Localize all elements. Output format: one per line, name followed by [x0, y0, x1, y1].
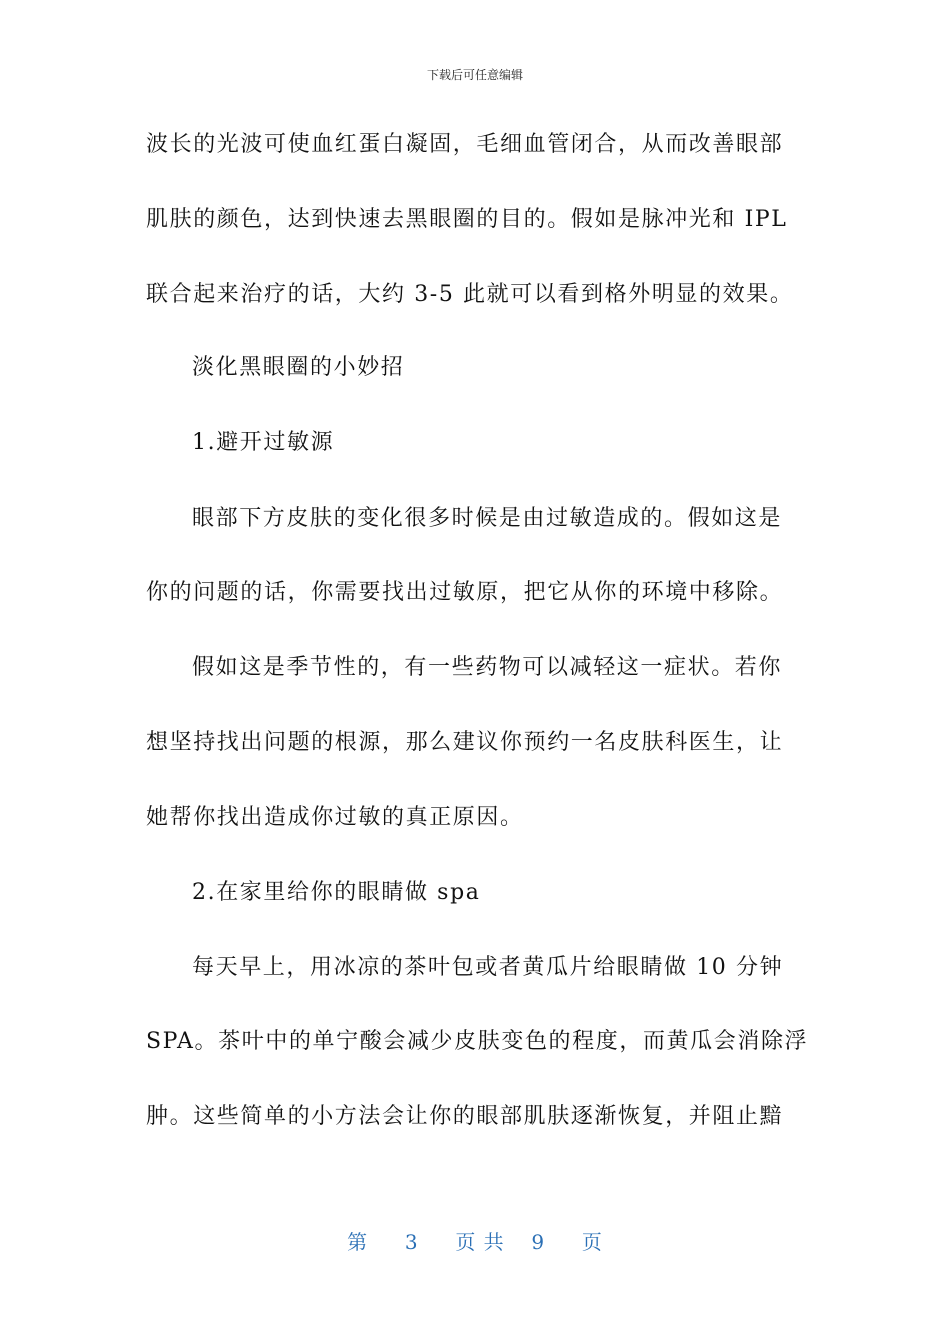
subheading-1: 1.避开过敏源: [192, 430, 335, 455]
body-line-10: 她帮你找出造成你过敏的真正原因。: [146, 805, 524, 830]
body-line-1: 波长的光波可使血红蛋白凝固，毛细血管闭合，从而改善眼部: [146, 132, 784, 157]
body-line-8: 假如这是季节性的，有一些药物可以减轻这一症状。若你: [192, 655, 783, 680]
body-line-7: 你的问题的话，你需要找出过敏原，把它从你的环境中移除。: [146, 580, 784, 605]
body-line-3: 联合起来治疗的话，大约 3-5 此就可以看到格外明显的效果。: [146, 282, 794, 307]
body-line-14: 肿。这些简单的小方法会让你的眼部肌肤逐渐恢复，并阻止黯: [146, 1104, 784, 1129]
body-line-2: 肌肤的颜色，达到快速去黑眼圈的目的。假如是脉冲光和 IPL: [146, 207, 788, 232]
section-heading: 淡化黑眼圈的小妙招: [192, 355, 405, 380]
total-pages-number: 9: [531, 1230, 546, 1254]
footer-suffix: 页: [581, 1230, 603, 1254]
body-line-12: 每天早上，用冰凉的茶叶包或者黄瓜片给眼睛做 10 分钟: [192, 955, 784, 980]
header-note: 下载后可任意编辑: [426, 68, 523, 82]
subheading-2: 2.在家里给你的眼睛做 spa: [192, 880, 481, 905]
body-line-13: SPA。茶叶中的单宁酸会减少皮肤变色的程度，而黄瓜会消除浮: [146, 1029, 809, 1054]
body-line-6: 眼部下方皮肤的变化很多时候是由过敏造成的。假如这是: [192, 506, 783, 531]
page-footer: [0, 1226, 950, 1255]
body-line-9: 想坚持找出问题的根源，那么建议你预约一名皮肤科医生，让: [146, 730, 784, 755]
footer-prefix: 第: [347, 1230, 369, 1254]
current-page-number: 3: [404, 1230, 419, 1254]
footer-middle: 页 共: [455, 1230, 505, 1254]
